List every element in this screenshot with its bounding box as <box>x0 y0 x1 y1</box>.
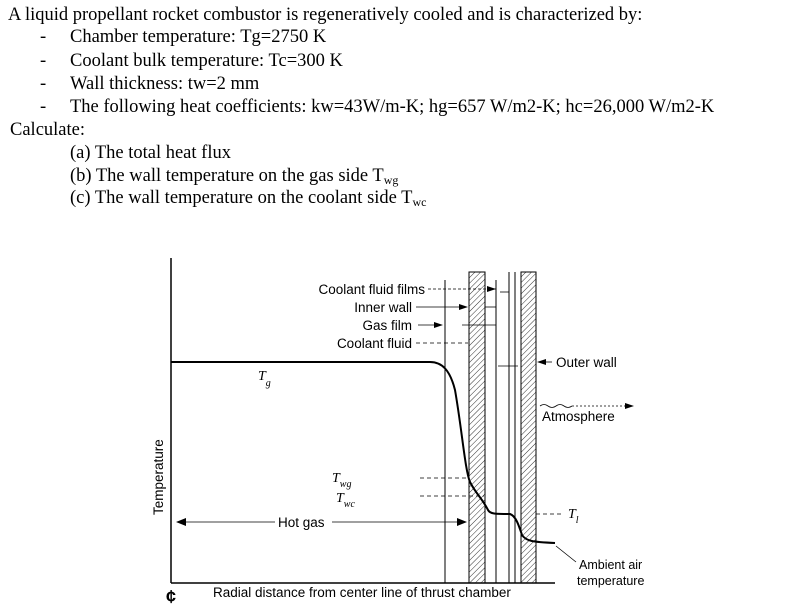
label-outer-wall: Outer wall <box>556 355 617 370</box>
bullet-coolant-temperature: Coolant bulk temperature: Tc=300 K <box>70 51 343 71</box>
bullet-chamber-temperature: Chamber temperature: Tg=2750 K <box>70 27 327 47</box>
twg-main: T <box>332 471 340 486</box>
tl-sub: l <box>575 515 579 526</box>
atmosphere-arrowhead <box>625 403 634 409</box>
label-gas-film: Gas film <box>362 318 412 333</box>
task-c-subscript: wc <box>412 195 427 209</box>
inner-wall-hatch <box>469 272 485 583</box>
task-c-text: (c) The wall temperature on the coolant side T <box>70 188 413 208</box>
bullet-heat-coefficients: The following heat coefficients: kw=43W/m-K; hg=657 W/m2-K; hc=26,000 W/m2-K <box>70 97 715 117</box>
tg-sub: g <box>265 378 271 389</box>
y-axis-label: Temperature <box>151 439 166 515</box>
label-atmosphere: Atmosphere <box>542 409 615 424</box>
twc-main: T <box>336 491 344 506</box>
ambient-air-leader <box>556 546 576 562</box>
bullet-dash: - <box>40 74 47 94</box>
intro-text: A liquid propellant rocket combustor is regeneratively cooled and is characterized by: <box>8 5 643 25</box>
hot-gas-right-arrowhead <box>457 518 467 526</box>
label-coolant-fluid-films: Coolant fluid films <box>318 282 425 297</box>
centerline-symbol: ¢ <box>165 587 177 607</box>
tg-symbol <box>258 369 271 389</box>
atmosphere-wave <box>540 405 572 408</box>
twc-sub: wc <box>343 499 355 510</box>
tl-symbol <box>568 507 579 526</box>
task-a-text: (a) The total heat flux <box>70 143 231 163</box>
tg-main: T <box>258 369 266 384</box>
coolant-films-arrowhead <box>487 286 496 292</box>
tl-main: T <box>568 507 576 522</box>
label-inner-wall: Inner wall <box>354 300 412 315</box>
bullet-dash: - <box>40 27 47 47</box>
hot-gas-left-arrowhead <box>176 518 186 526</box>
x-axis-label: Radial distance from center line of thrust chamber <box>213 585 511 600</box>
label-ambient-air-2: temperature <box>577 574 645 588</box>
bullet-dash: - <box>40 97 47 117</box>
label-hot-gas: Hot gas <box>278 515 325 530</box>
temperature-profile-curve <box>171 362 555 543</box>
bullet-dash: - <box>40 51 47 71</box>
task-b-subscript: wg <box>383 173 399 187</box>
twc-symbol <box>336 491 355 510</box>
inner-wall-arrowhead <box>459 304 468 310</box>
bullet-wall-thickness: Wall thickness: tw=2 mm <box>70 74 260 94</box>
calculate-label: Calculate: <box>10 120 85 140</box>
gas-film-arrowhead <box>434 322 443 328</box>
label-coolant-fluid: Coolant fluid <box>336 336 412 351</box>
twg-symbol <box>332 471 351 490</box>
label-ambient-air-1: Ambient air <box>579 558 643 572</box>
outer-wall-arrowhead <box>537 359 546 365</box>
task-b-text: (b) The wall temperature on the gas side T <box>70 166 384 186</box>
twg-sub: wg <box>339 479 352 490</box>
